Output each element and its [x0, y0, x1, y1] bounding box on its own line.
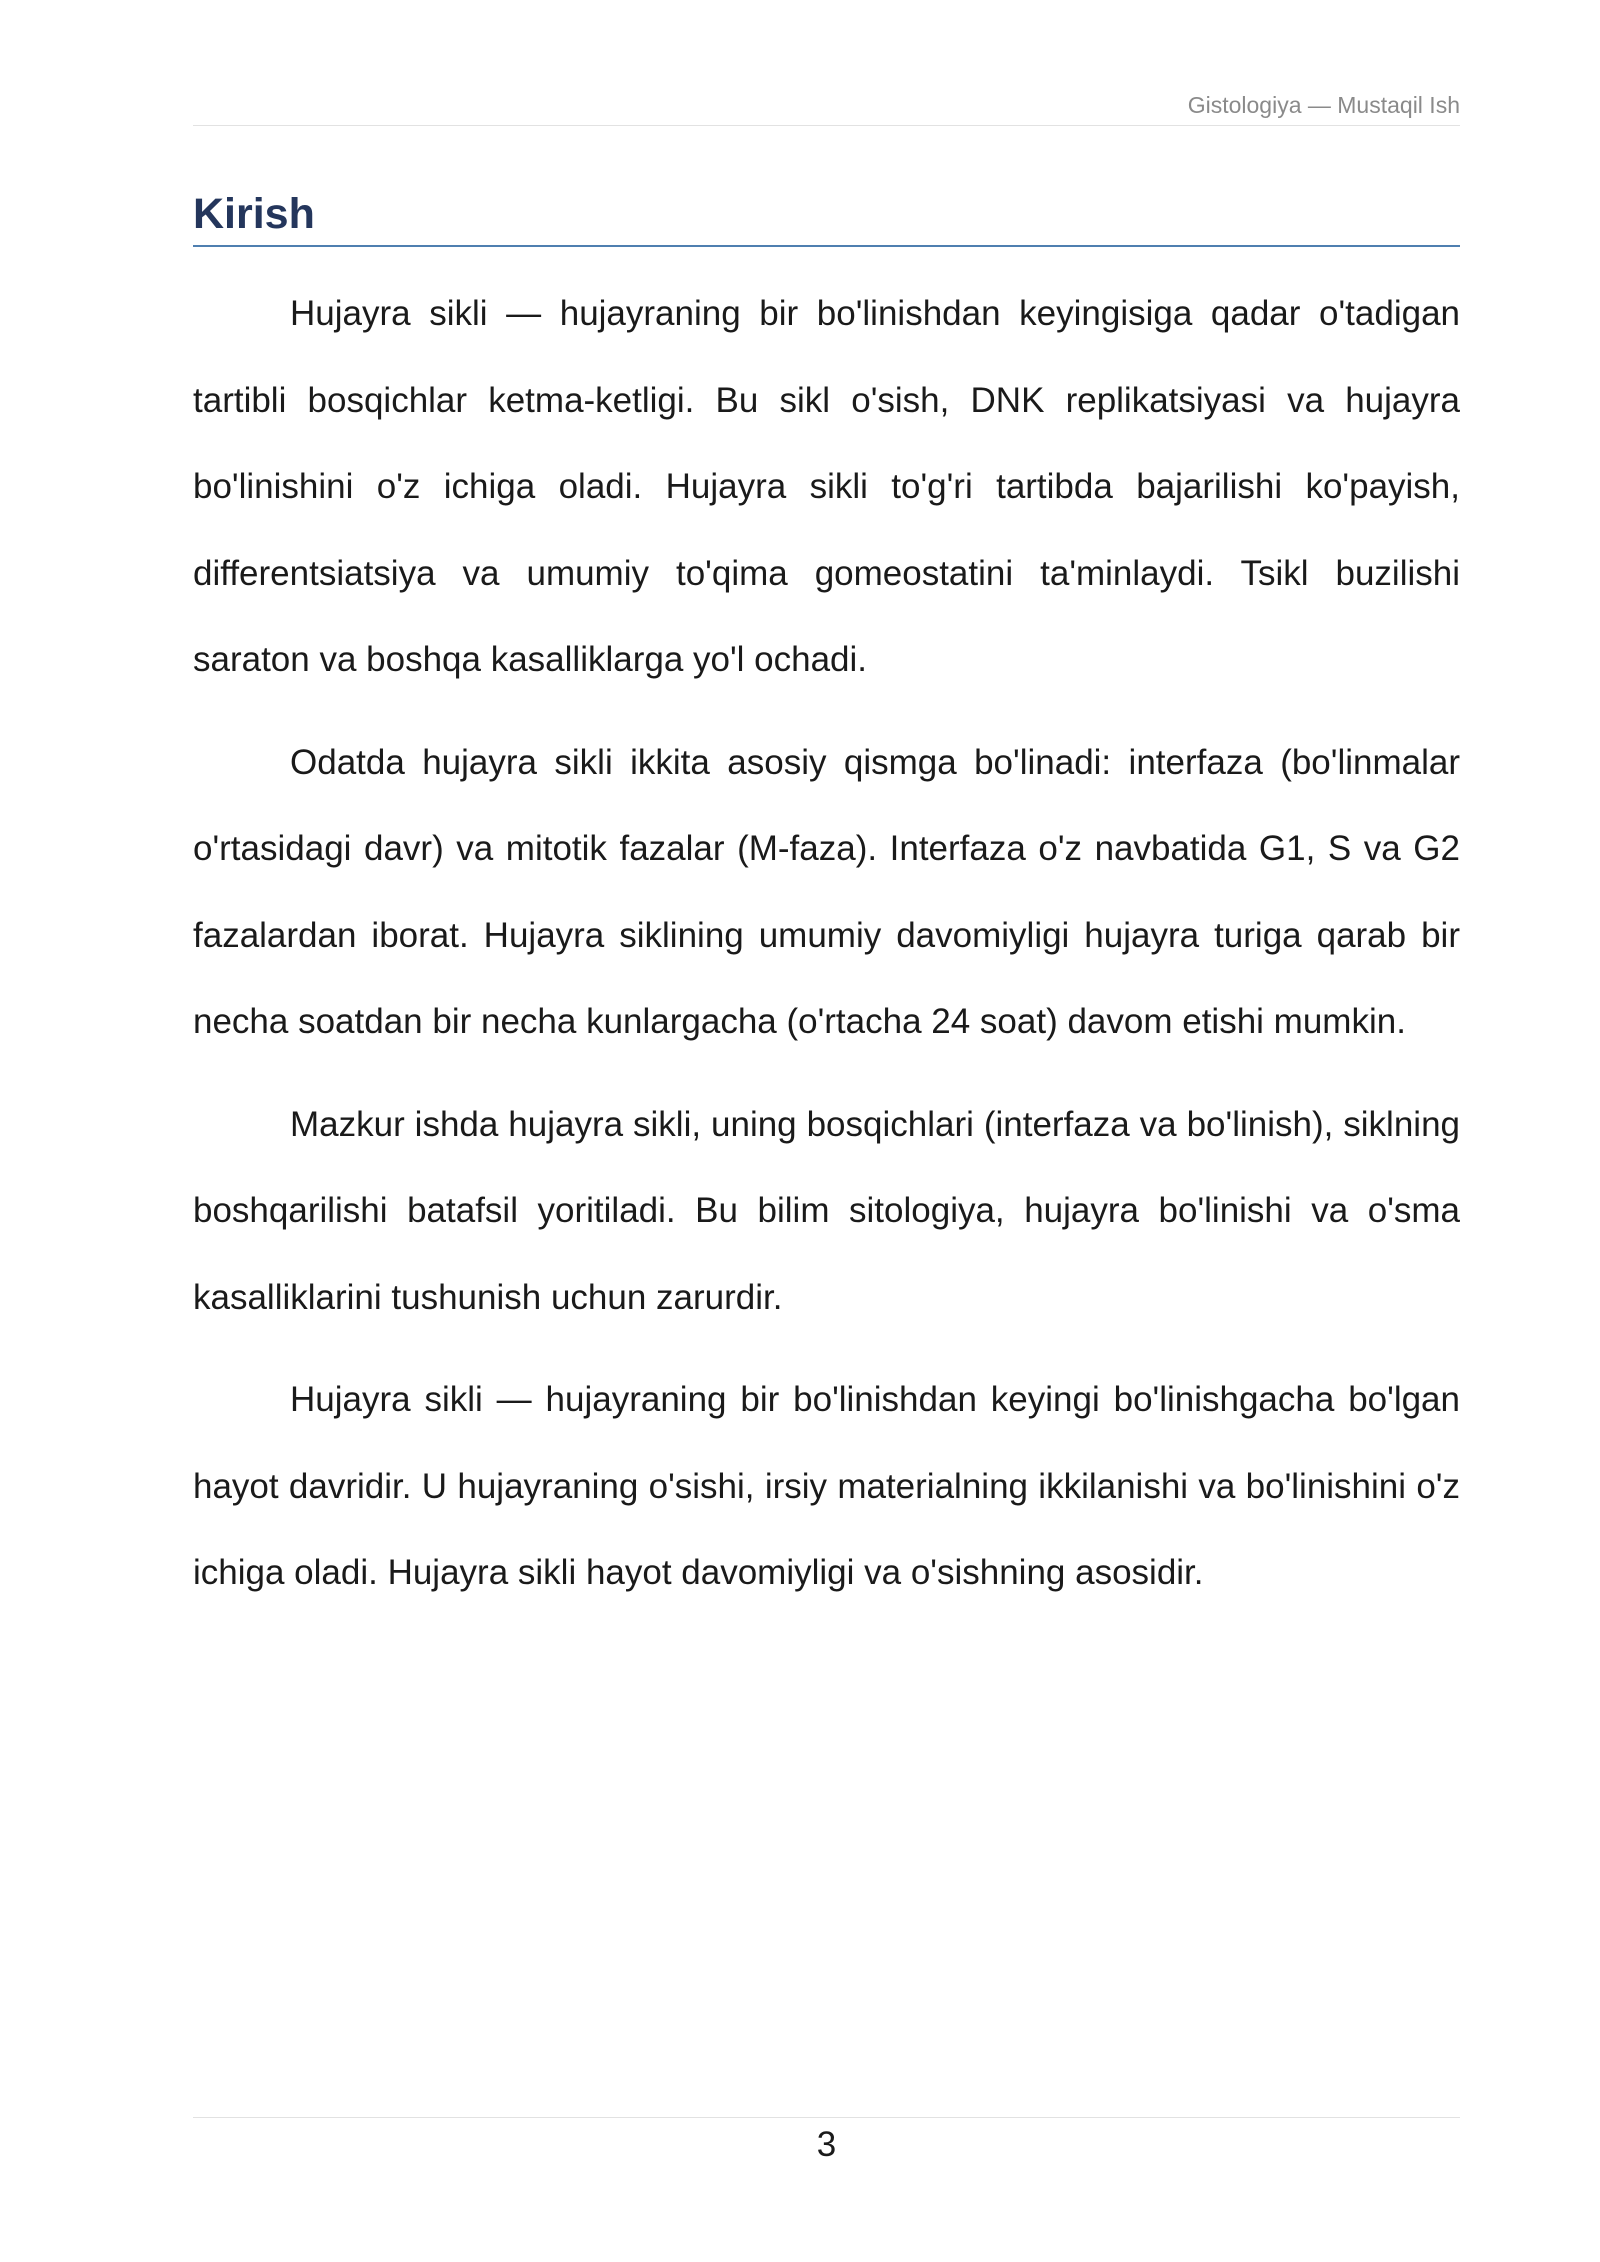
body-text — [193, 271, 1460, 1633]
paragraph: Hujayra sikli — hujayraning bir bo'linishdan keyingi bo'linishgacha bo'lgan hayot davridir. U hujayraning o'sishi, irsiy materialning ikkilanishi va bo'linishini o'z ichiga oladi. Hujayra sikli hayot davomiyligi va o'sishning asosidir. — [193, 1380, 1460, 1592]
running-header: Gistologiya — Mustaqil Ish — [1187, 92, 1460, 118]
section-title: Kirish — [193, 190, 315, 238]
header-divider — [193, 125, 1460, 126]
paragraph: Hujayra sikli — hujayraning bir bo'linishdan keyingisiga qadar o'tadigan tartibli bosqichlar ketma-ketligi. Bu sikl o'sish, DNK replikatsiyasi va hujayra bo'linishini o'z ichiga oladi. Hujayra sikli to'g'ri tartibda bajarilishi ko'payish, differentsiatsiya va umumiy to'qima gomeostatini ta'minlaydi. Tsikl buzilishi saraton va boshqa kasalliklarga yo'l ochadi. — [193, 294, 1460, 679]
title-underline — [193, 245, 1460, 247]
page-number: 3 — [816, 2125, 837, 2164]
paragraph: Mazkur ishda hujayra sikli, uning bosqichlari (interfaza va bo'linish), siklning boshqarilishi batafsil yoritiladi. Bu bilim sitologiya, hujayra bo'linishi va o'sma kasalliklarini tushunish uchun zarurdir. — [193, 1104, 1460, 1317]
paragraph: Odatda hujayra sikli ikkita asosiy qismga bo'linadi: interfaza (bo'linmalar o'rtasidagi davr) va mitotik fazalar (M-faza). Interfaza o'z navbatida G1, S va G2 fazalardan iborat. Hujayra siklining umumiy davomiyligi hujayra turiga qarab bir necha soatdan bir necha kunlargacha (o'rtacha 24 soat) davom etishi mumkin. — [193, 742, 1460, 1041]
footer-divider — [193, 2117, 1460, 2118]
